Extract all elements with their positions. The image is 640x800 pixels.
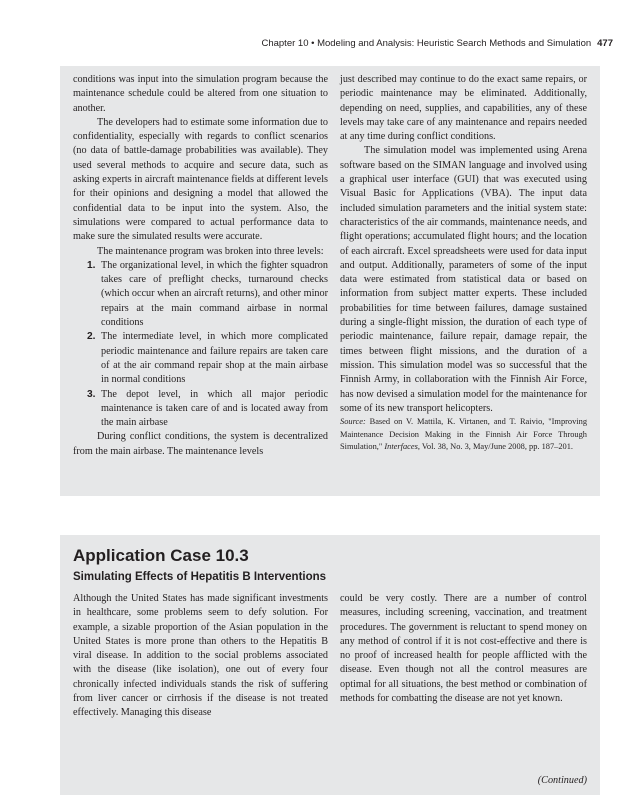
source-citation xyxy=(340,416,587,454)
maintenance-levels-list xyxy=(73,259,328,431)
application-case-column-left xyxy=(73,592,328,721)
paragraph: The developers had to estimate some information due to confidentiality, especially with regards to conflict scenarios (no data of battle-damage probabilities was available). They used several methods to acquire and secure data, such as asking experts in aircraft maintenance fields at different levels for their opinions and designing a model that allowed the confidential data to be input into the system. Also, the simulations were compared to actual performance data to make sure the simulated results were accurate. xyxy=(73,116,328,243)
list-item xyxy=(73,388,328,431)
paragraph: The maintenance program was broken into three levels: xyxy=(97,245,324,257)
page-number: 477 xyxy=(597,38,613,49)
list-item-text: The organizational level, in which the fighter squadron takes care of preflight checks, turnaround checks (which occur when an aircraft returns), and other minor repairs at the main command airbase in normal conditions xyxy=(101,259,328,329)
application-case-subtitle: Simulating Effects of Hepatitis B Interventions xyxy=(73,571,327,583)
case-column-right xyxy=(340,73,587,454)
paragraph: Although the United States has made significant investments in healthcare, some problems seem to defy solution. For example, a sizable proportion of the Asian population in the United States is more prone than others to the Hepatitis B viral disease. In addition to the social problems associated with the disease (like isolation), one out of every four chronically infected individuals stands the risk of suffering from liver cancer or cirrhosis if the disease is not treated effectively. Managing this disease xyxy=(73,593,328,719)
continued-label: (Continued) xyxy=(537,775,587,786)
paragraph: During conflict conditions, the system is decentralized from the main airbase. The maintenance levels xyxy=(73,431,328,457)
paragraph: could be very costly. There are a number of control measures, including screening, vaccination, and treatment procedures. The government is reluctant to spend money on any method of control if it is not cost-effective and there is no proof of increased health for people afflicted with the disease. Even though not all the control measures are optimal for all situations, the best method or combination of methods for combatting the disease are not yet known. xyxy=(340,593,587,705)
paragraph: just described may continue to do the exact same repairs, or periodic maintenance may be eliminated. Additionally, depending on need, supplies, and capabilities, any of these levels may take care of any maintenance and repairs needed at any time during conflict conditions. xyxy=(340,74,587,143)
source-journal: Interfaces xyxy=(384,442,418,452)
running-head-text: Chapter 10 • Modeling and Analysis: Heuristic Search Methods and Simulation xyxy=(261,38,592,49)
list-number: 2. xyxy=(87,331,96,343)
list-item-text: The intermediate level, in which more complicated periodic maintenance and failure repairs are taken care of at the air command repair shop at the main airbase in normal conditions xyxy=(101,331,328,386)
source-tail: , Vol. 38, No. 3, May/June 2008, pp. 187–201. xyxy=(417,442,573,452)
list-item-text: The depot level, in which all major periodic maintenance is taken care of and is located away from the main airbase xyxy=(101,388,328,429)
list-item xyxy=(73,330,328,387)
list-item xyxy=(73,259,328,330)
source-label: Source: xyxy=(340,417,366,427)
case-column-left xyxy=(73,73,328,459)
paragraph: The simulation model was implemented using Arena software based on the SIMAN language and involved using a graphical user interface (GUI) that was executed using Visual Basic for Applications (VBA). The input data included simulation parameters and the initial system state: characteristics of the air commands, maintenance needs, and flight operations; accumulated flight hours; and the location of each aircraft. Excel spreadsheets were used for data input and output. Additionally, parameters of some of the input data were estimated from statistical data or based on information from subject matter experts. These included probabilities for time between failures, damage sustained during a single-flight mission, the duration of each type of periodic maintenance, failure repair, damage repair, the times between flight missions, and the duration of a mission. This simulation model was so successful that the Finnish Army, in collaboration with the Finnish Air Force, has now devised a simulation model for the maintenance for some of its new transport helicopters. xyxy=(340,145,587,414)
application-case-column-right xyxy=(340,592,587,706)
paragraph: conditions was input into the simulation program because the maintenance schedule could be altered from one situation to another. xyxy=(73,74,328,114)
list-number: 3. xyxy=(87,388,96,400)
running-head xyxy=(60,38,613,49)
application-case-title: Application Case 10.3 xyxy=(73,546,249,565)
list-number: 1. xyxy=(87,259,96,271)
source-text: Based on V. Mattila, K. Virtanen, and T. Raivio, "Improving Maintenance Decision Making in the Finnish Air Force Through Simulation," xyxy=(340,417,588,452)
